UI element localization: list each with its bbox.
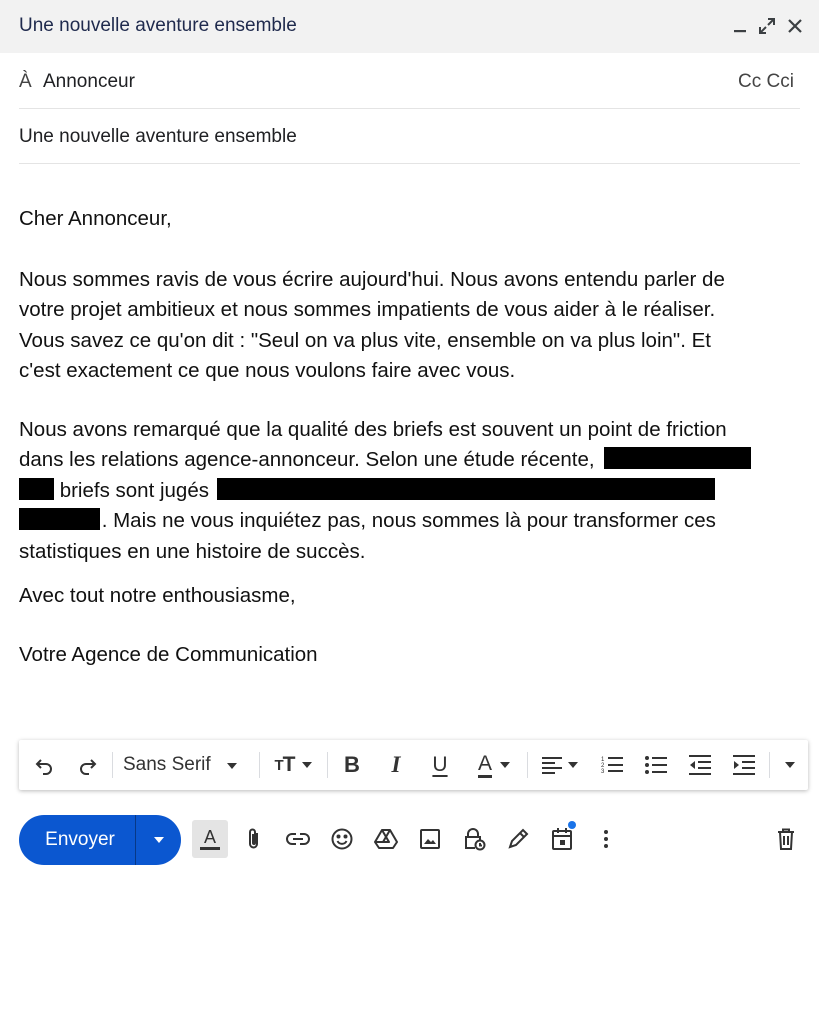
paragraph-line: statistiques en une histoire de succès. <box>19 539 366 563</box>
recipient-chip[interactable]: Annonceur <box>43 71 135 92</box>
paragraph-line: Nous sommes ravis de vous écrire aujourd'hui. Nous avons entendu parler de <box>19 267 725 291</box>
discard-icon[interactable] <box>768 820 804 858</box>
notification-dot <box>568 821 576 829</box>
paragraph-line <box>19 476 804 507</box>
redaction-block <box>604 447 751 469</box>
drive-icon[interactable] <box>368 820 404 858</box>
chevron-down-icon <box>154 837 164 843</box>
underline-icon[interactable]: U <box>432 753 448 776</box>
paragraph-line: votre projet ambitieux et nous sommes impatients de vous aider à le réaliser. <box>19 298 716 321</box>
greeting: Cher Annonceur, <box>19 207 172 230</box>
svg-text:A: A <box>203 827 217 847</box>
link-icon[interactable] <box>280 820 316 858</box>
send-options-button[interactable] <box>136 815 181 865</box>
divider <box>527 752 528 778</box>
divider <box>259 752 260 778</box>
subject-field[interactable] <box>19 109 800 164</box>
redaction-block <box>217 478 715 500</box>
paragraph-line <box>19 506 804 537</box>
paragraph-line: c'est exactement ce que nous voulons faire avec vous. <box>19 359 516 382</box>
emoji-icon[interactable] <box>324 820 360 858</box>
divider <box>112 752 113 778</box>
chevron-down-icon <box>227 756 237 774</box>
svg-text:3: 3 <box>601 769 605 775</box>
send-button-group <box>19 815 181 865</box>
cc-bcc-link[interactable]: Cc Cci <box>738 71 794 92</box>
bulleted-list-icon[interactable] <box>641 740 671 790</box>
schedule-icon[interactable] <box>544 820 580 858</box>
signature: Votre Agence de Communication <box>19 642 318 666</box>
formatting-toolbar <box>19 740 808 790</box>
indent-more-icon[interactable] <box>729 740 759 790</box>
compose-header[interactable] <box>0 0 819 53</box>
expand-icon[interactable] <box>755 11 779 41</box>
font-select[interactable] <box>123 740 253 790</box>
svg-text:2: 2 <box>601 763 605 769</box>
svg-text:1: 1 <box>601 757 605 763</box>
paragraph-text: briefs sont jugés <box>59 478 209 502</box>
indent-less-icon[interactable] <box>685 740 715 790</box>
divider <box>769 752 770 778</box>
subject-input[interactable]: Une nouvelle aventure ensemble <box>19 126 297 147</box>
paragraph-line: Vous savez ce qu'on dit : "Seul on va plus vite, ensemble on va plus loin". Et <box>19 328 711 352</box>
paragraph-line <box>19 445 804 476</box>
minimize-icon[interactable] <box>728 11 752 41</box>
photo-icon[interactable] <box>412 820 448 858</box>
closing: Avec tout notre enthousiasme, <box>19 584 296 607</box>
numbered-list-icon[interactable] <box>597 740 627 790</box>
send-button[interactable]: Envoyer <box>45 829 115 850</box>
text-color-icon[interactable]: A <box>467 740 521 790</box>
attach-icon[interactable] <box>236 820 272 858</box>
more-options-icon[interactable] <box>588 820 624 858</box>
confidential-mode-icon[interactable] <box>456 820 492 858</box>
message-body[interactable] <box>19 204 804 670</box>
compose-title: Une nouvelle aventure ensemble <box>19 15 297 36</box>
redaction-block <box>19 478 54 500</box>
paragraph-text: dans les relations agence-annonceur. Selon une étude récente, <box>19 448 595 471</box>
align-icon[interactable] <box>535 740 585 790</box>
redo-icon[interactable] <box>73 740 103 790</box>
text-size-icon[interactable]: T T <box>267 740 319 790</box>
more-formatting-icon[interactable] <box>777 740 803 790</box>
paragraph-text: . Mais ne vous inquiétez pas, nous sommes là pour transformer ces <box>101 509 716 532</box>
to-label: À <box>19 71 32 92</box>
close-icon[interactable] <box>783 11 807 41</box>
recipients-field[interactable] <box>19 54 800 109</box>
formatting-options-icon[interactable] <box>192 820 228 858</box>
paragraph-line: Nous avons remarqué que la qualité des briefs est souvent un point de friction <box>19 417 727 441</box>
redaction-block <box>19 508 100 530</box>
italic-icon[interactable]: I <box>391 752 401 777</box>
font-select-label: Sans Serif <box>123 754 211 775</box>
bold-icon[interactable]: B <box>344 752 360 777</box>
divider <box>327 752 328 778</box>
signature-icon[interactable] <box>500 820 536 858</box>
undo-icon[interactable] <box>29 740 59 790</box>
